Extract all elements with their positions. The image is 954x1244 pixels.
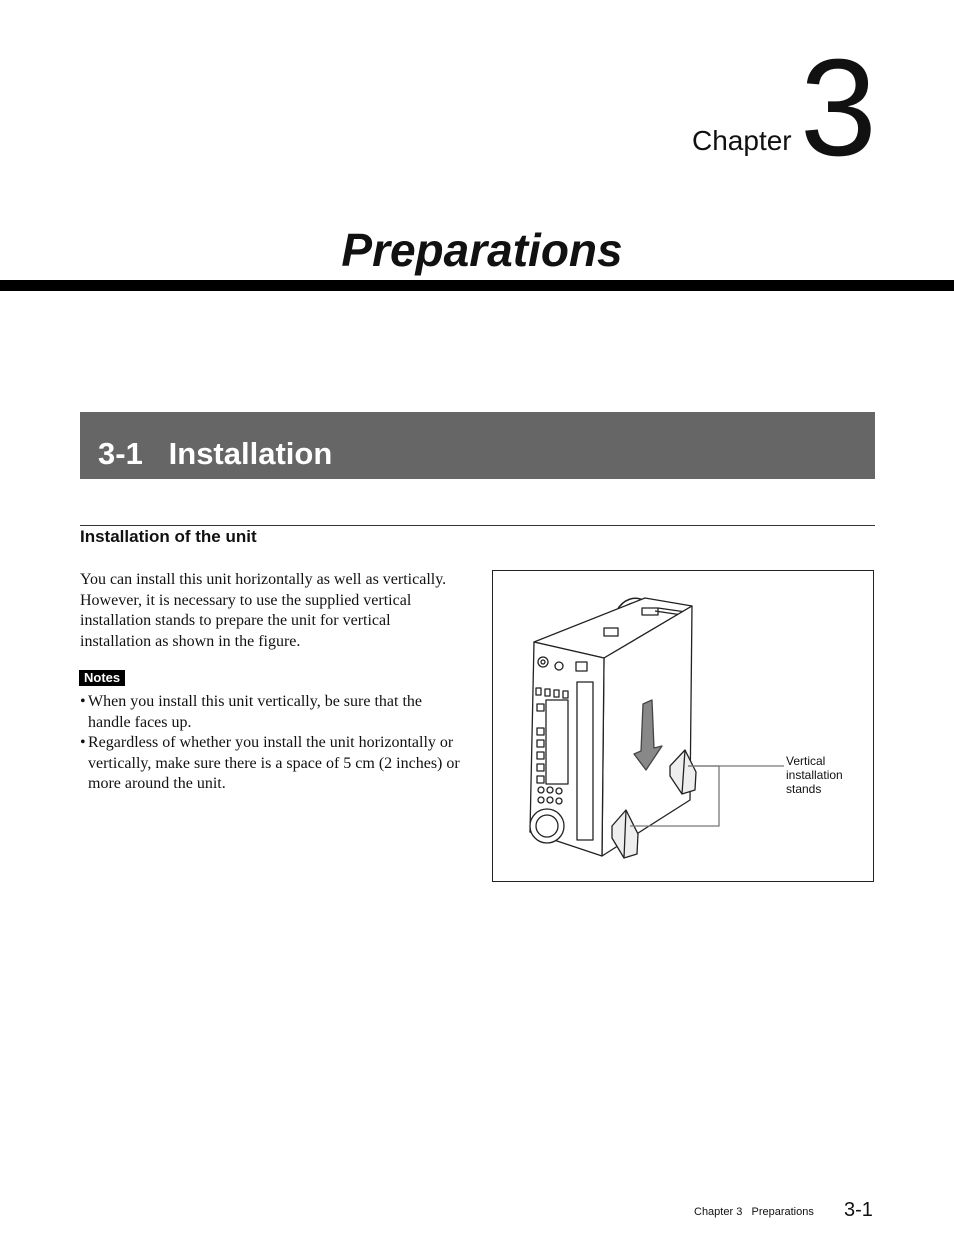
footer-label: Chapter 3 Preparations bbox=[694, 1206, 814, 1218]
chapter-number: 3 bbox=[800, 31, 877, 185]
callout-line: stands bbox=[786, 782, 822, 796]
figure-callout bbox=[786, 754, 843, 796]
notes-label: Notes bbox=[79, 670, 125, 686]
callout-line: Vertical bbox=[786, 754, 826, 768]
note-item: • Regardless of whether you install the unit horizontally or vertically, make sure there is a space of 5 cm (2 inches) or more around the unit. bbox=[80, 733, 465, 795]
notes-list bbox=[80, 692, 465, 795]
subsection-heading: Installation of the unit bbox=[80, 527, 257, 546]
unit-vertical-installation-illustration bbox=[492, 570, 874, 882]
section-title: 3-1 Installation bbox=[98, 436, 333, 471]
page-number: 3-1 bbox=[844, 1199, 873, 1221]
callout-line: installation bbox=[786, 768, 843, 782]
chapter-title: Preparations bbox=[341, 224, 623, 276]
body-paragraph: You can install this unit horizontally as well as vertically. However, it is necessary to use the supplied vertical installation stands to prepare the unit for vertical installation as shown in the figure. bbox=[80, 571, 447, 650]
chapter-label: Chapter bbox=[692, 125, 792, 156]
note-item: • When you install this unit vertically, be sure that the handle faces up. bbox=[80, 692, 465, 733]
title-rule bbox=[0, 280, 954, 291]
subsection-rule bbox=[80, 525, 875, 526]
